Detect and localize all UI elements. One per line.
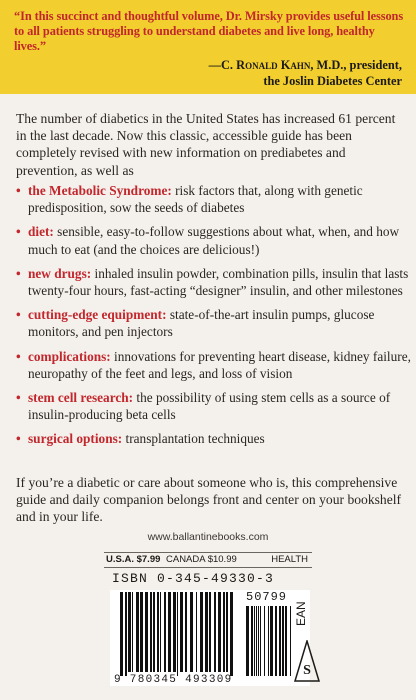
bullet-icon: • — [16, 431, 21, 447]
barcode-bar — [185, 592, 187, 672]
svg-text:S: S — [303, 663, 311, 678]
barcode-bar — [136, 592, 139, 672]
barcode-bar — [160, 592, 161, 672]
list-item — [16, 348, 412, 382]
barcode-bar — [180, 592, 183, 672]
barcode-bar — [282, 606, 284, 676]
bullet-term: the Metabolic Syndrome: — [28, 183, 172, 198]
list-item — [16, 306, 412, 340]
bullet-term: complications: — [28, 348, 111, 364]
bullet-icon: • — [16, 224, 21, 240]
barcode-bar — [173, 592, 176, 672]
barcode-bar — [290, 606, 291, 676]
bullet-text: risk factors that, along with genetic predisposition, sow the seeds of diabetes — [28, 183, 363, 216]
list-item — [16, 389, 412, 423]
barcode-bar — [268, 606, 269, 676]
barcode-bar — [279, 606, 281, 676]
quote-band — [0, 0, 416, 94]
bullet-term: stem cell research: — [28, 390, 134, 406]
barcode-bar — [226, 592, 228, 672]
barcode-bar — [150, 592, 152, 672]
barcode-bar — [205, 592, 208, 672]
barcode-bar — [270, 606, 273, 676]
list-item — [16, 265, 412, 299]
attribution-org: the Joslin Diabetes Center — [263, 74, 402, 88]
feature-list — [16, 182, 412, 455]
price-box — [104, 552, 312, 568]
barcode-bar — [275, 606, 277, 676]
list-item — [16, 182, 412, 216]
barcode-bar — [200, 592, 203, 672]
barcode-bar — [120, 592, 123, 676]
barcode — [110, 590, 310, 686]
closing-paragraph: If you’re a diabetic or care about someone who is, this comprehensive guide and daily companion belongs front and center on your bookshelf and in your life. — [16, 475, 402, 525]
barcode-bar — [223, 592, 225, 672]
isbn-text: ISBN 0-345-49330-3 — [112, 571, 275, 586]
barcode-bar — [285, 606, 287, 676]
bullet-icon: • — [16, 348, 21, 364]
barcode-bar — [264, 606, 265, 676]
bullet-icon: • — [16, 390, 21, 406]
barcode-bar — [164, 592, 166, 672]
barcode-bar — [254, 606, 255, 676]
barcode-addon-digits: 50799 — [246, 590, 288, 604]
intro-paragraph: The number of diabetics in the United States has increased 61 percent in the last decade. Now this classic, accessible guide has been completely revised with new information on prediabetes and prevention, as well as — [16, 111, 396, 178]
bullet-term: diet: — [28, 224, 54, 240]
barcode-bar — [246, 606, 249, 676]
price-usa: U.S.A. $7.99 — [106, 554, 161, 565]
bullet-text: state-of-the-art insulin pumps, glucose monitors, and pen injectors — [28, 307, 375, 340]
barcode-bar — [125, 592, 127, 676]
bullet-icon: • — [16, 307, 21, 323]
barcode-bar — [256, 606, 257, 676]
ean-label: EAN — [294, 601, 308, 626]
list-item — [16, 430, 412, 447]
attribution-line-1 — [102, 57, 402, 73]
category-label: HEALTH — [271, 554, 308, 565]
barcode-bars — [110, 590, 310, 686]
attribution-prefix: —C. — [208, 58, 237, 72]
barcode-bar — [251, 606, 253, 676]
barcode-bar — [145, 592, 148, 672]
barcode-bar — [153, 592, 155, 672]
barcode-bar — [157, 592, 159, 672]
barcode-ean-digits: 9 780345 493309 — [114, 674, 233, 686]
barcode-bar — [218, 592, 221, 672]
bullet-text: innovations for preventing heart disease, kidney failure, neuropathy of the feet and legs, and loss of vision — [28, 348, 411, 381]
barcode-bar — [128, 592, 131, 672]
bullet-term: surgical options: — [28, 431, 123, 447]
barcode-bar — [258, 606, 259, 676]
attribution-name: Ronald Kahn — [236, 58, 311, 72]
barcode-bar — [132, 592, 133, 672]
price-canada: CANADA $10.99 — [166, 554, 237, 565]
bullet-text: the possibility of using stem cells as a source of insulin-producing beta cells — [28, 390, 391, 423]
barcode-bar — [209, 592, 211, 672]
bullet-text: transplantation techniques — [122, 431, 265, 447]
bullet-icon: • — [16, 265, 21, 281]
quote-attribution — [102, 57, 402, 89]
attribution-suffix: , M.D., president, — [310, 58, 402, 72]
bullet-icon: • — [16, 183, 21, 198]
publisher-website: www.ballantinebooks.com — [147, 531, 269, 543]
publisher-logo — [294, 640, 320, 682]
bullet-text: sensible, easy-to-follow suggestions about what, when, and how much to eat (and the choices are delicious!) — [28, 224, 400, 257]
barcode-bar — [140, 592, 143, 672]
barcode-bar — [190, 592, 193, 672]
barcode-bar — [168, 592, 171, 672]
barcode-bar — [214, 592, 216, 672]
barcode-bar — [177, 592, 178, 676]
publisher-logo-icon — [294, 640, 320, 682]
list-item — [16, 223, 412, 257]
barcode-bar — [196, 592, 197, 672]
bullet-term: new drugs: — [28, 265, 92, 281]
barcode-bar — [230, 592, 233, 676]
bullet-text: inhaled insulin powder, combination pills, insulin that lasts twenty-four hours, fast-acting “designer” insulin, and other milestones — [28, 265, 409, 299]
barcode-bar — [260, 606, 261, 676]
bullet-term: cutting-edge equipment: — [28, 307, 167, 323]
quote-text: “In this succinct and thoughtful volume, Dr. Mirsky provides useful lessons to all patients struggling to understand diabetes and live long, healthy lives.” — [14, 9, 404, 53]
